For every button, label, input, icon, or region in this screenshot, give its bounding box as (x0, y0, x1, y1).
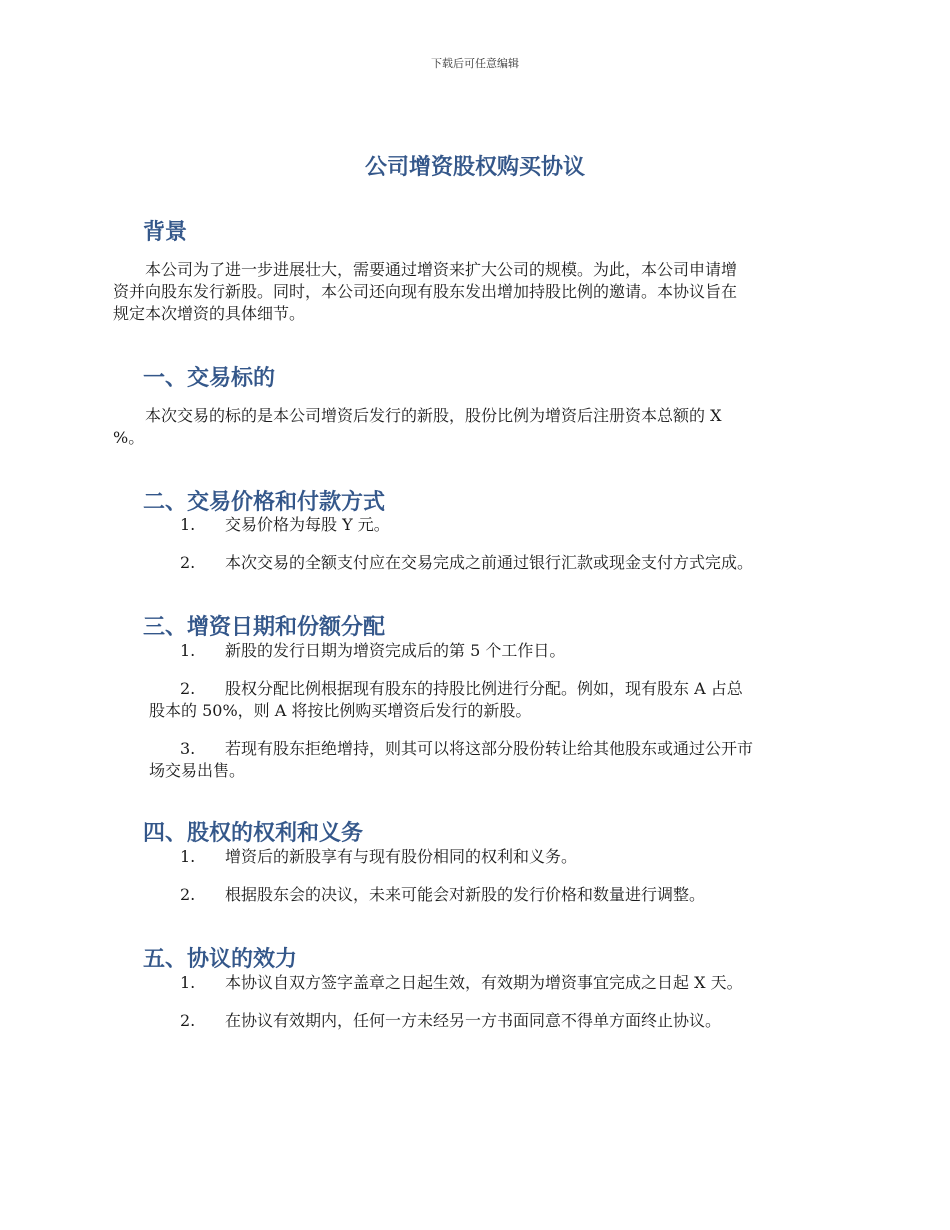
list-number: 1. (180, 515, 196, 534)
list-number: 3. (180, 739, 196, 758)
heading-section-2: 二、交易价格和付款方式 (143, 490, 386, 515)
list-text: 交易价格为每股 Y 元。 (225, 515, 390, 534)
list-text: 增资后的新股享有与现有股份相同的权利和义务。 (225, 847, 578, 866)
list-number: 2. (180, 679, 196, 698)
list-text: 本协议自双方签字盖章之日起生效，有效期为增资事宜完成之日起 X 天。 (225, 973, 743, 992)
header-note: 下载后可任意编辑 (431, 57, 519, 70)
list-text: 股权分配比例根据现有股东的持股比例进行分配。例如，现有股东 A 占总 (225, 679, 743, 698)
list-number: 2. (180, 553, 196, 572)
paragraph-line: 本次交易的标的是本公司增资后发行的新股，股份比例为增资后注册资本总额的 X (145, 406, 722, 425)
list-number: 1. (180, 847, 196, 866)
paragraph-background (113, 259, 843, 325)
paragraph-line: 规定本次增资的具体细节。 (113, 304, 306, 323)
list-text-continuation: 股本的 50%，则 A 将按比例购买增资后发行的新股。 (149, 701, 532, 720)
list-text: 根据股东会的决议，未来可能会对新股的发行价格和数量进行调整。 (225, 885, 706, 904)
list-text: 若现有股东拒绝增持，则其可以将这部分股份转让给其他股东或通过公开市 (225, 739, 754, 758)
heading-section-4: 四、股权的权利和义务 (143, 821, 364, 846)
heading-background: 背景 (143, 220, 188, 245)
list-number: 1. (180, 641, 196, 660)
heading-section-5: 五、协议的效力 (143, 947, 298, 972)
heading-section-1: 一、交易标的 (143, 366, 276, 391)
list-text: 新股的发行日期为增资完成后的第 5 个工作日。 (225, 641, 566, 660)
heading-section-3: 三、增资日期和份额分配 (143, 615, 386, 640)
list-text: 在协议有效期内，任何一方未经另一方书面同意不得单方面终止协议。 (225, 1011, 722, 1030)
paragraph-line: %。 (113, 428, 145, 447)
list-text: 本次交易的全额支付应在交易完成之前通过银行汇款或现金支付方式完成。 (225, 553, 754, 572)
list-number: 2. (180, 885, 196, 904)
list-number: 1. (180, 973, 196, 992)
paragraph-section-1 (113, 405, 843, 449)
list-text-continuation: 场交易出售。 (149, 761, 246, 780)
paragraph-line: 资并向股东发行新股。同时，本公司还向现有股东发出增加持股比例的邀请。本协议旨在 (113, 282, 738, 301)
document-title: 公司增资股权购买协议 (364, 155, 585, 180)
paragraph-line: 本公司为了进一步进展壮大，需要通过增资来扩大公司的规模。为此，本公司申请增 (145, 260, 738, 279)
list-number: 2. (180, 1011, 196, 1030)
